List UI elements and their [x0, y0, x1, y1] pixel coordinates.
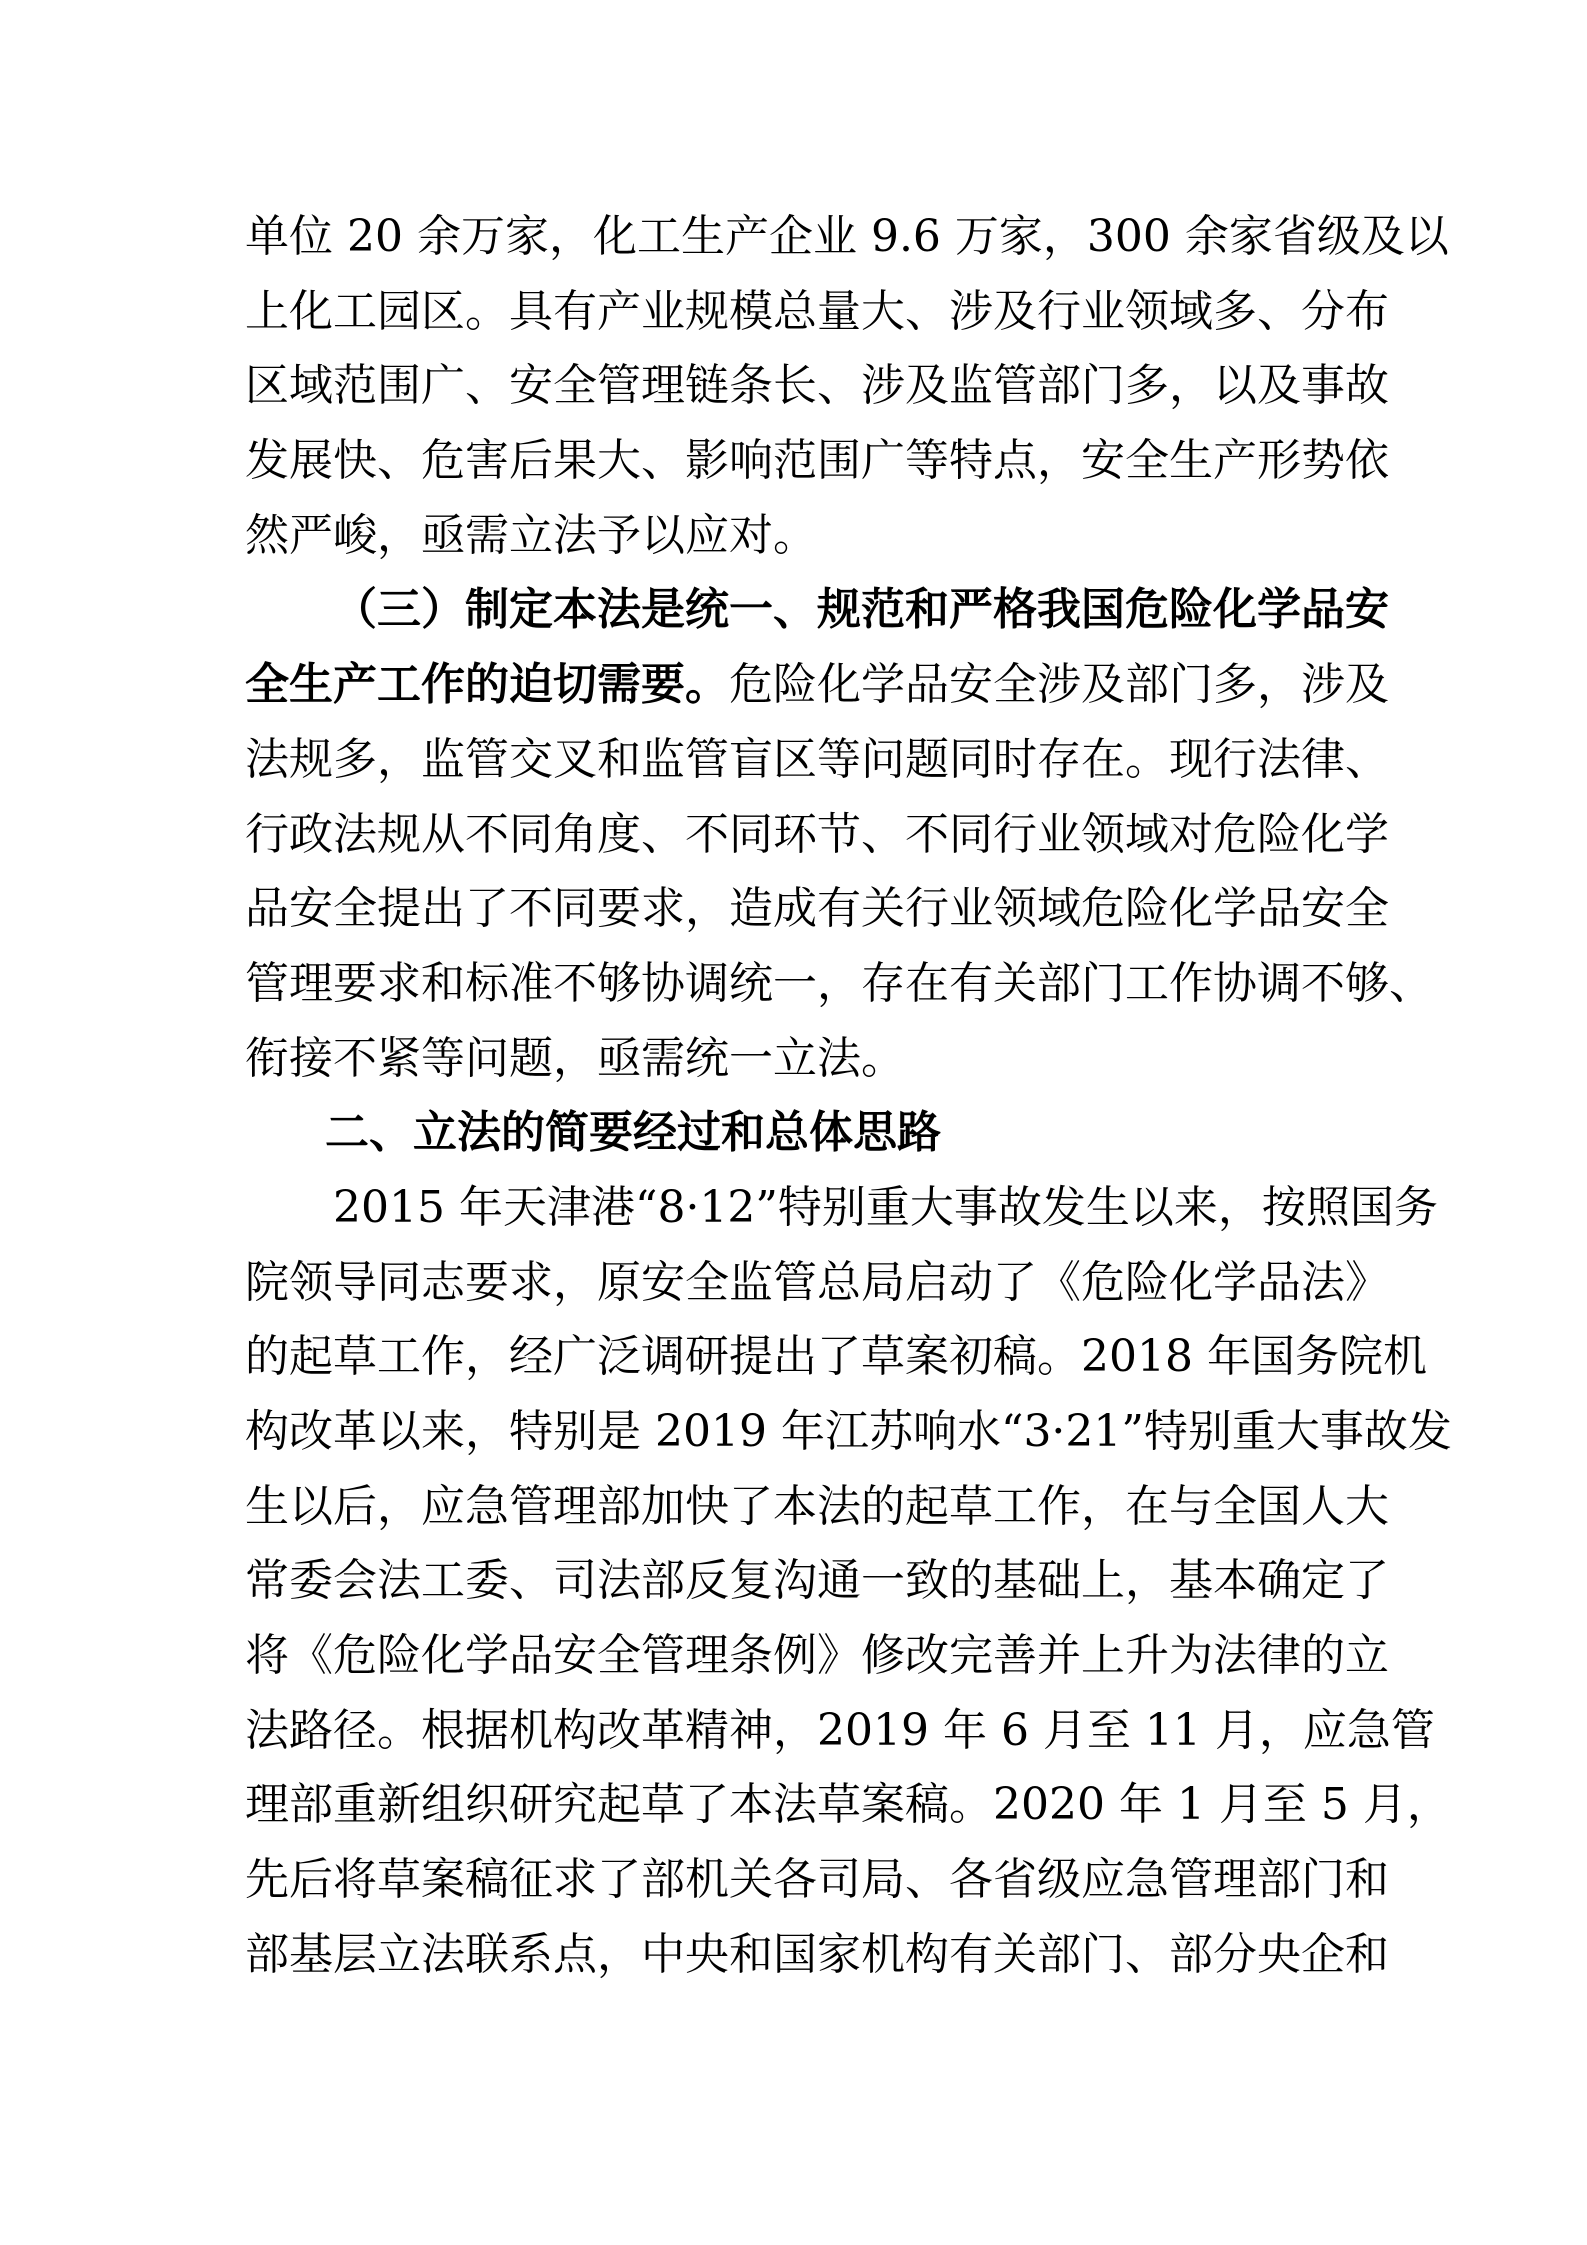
paragraph-line [245, 1843, 1389, 1918]
subsection-heading-line [245, 573, 1389, 648]
text-run: 院领导同志要求，原安全监管总局启动了《危险化学品法》 [245, 1256, 1389, 1308]
paragraph-line [245, 1544, 1389, 1619]
text-run: 单位 20 余万家，化工生产企业 9.6 万家，300 余家省级及以 [245, 211, 1449, 262]
text-run: 法规多，监管交叉和监管盲区等问题同时存在。现行法律、 [245, 733, 1389, 785]
text-run: 区域范围广、安全管理链条长、涉及监管部门多，以及事故 [245, 360, 1389, 412]
text-run: 危险化学品安全涉及部门多，涉及 [729, 659, 1389, 711]
paragraph-line [245, 349, 1389, 424]
text-run: 品安全提出了不同要求，造成有关行业领域危险化学品安全 [245, 883, 1389, 935]
text-run: 构改革以来，特别是 2019 年江苏响水“3·21”特别重大事故发 [245, 1406, 1452, 1457]
section-heading-text: 二、立法的简要经过和总体思路 [325, 1107, 941, 1159]
text-run: 2015 年天津港“8·12”特别重大事故发生以来，按照国务 [333, 1181, 1438, 1233]
paragraph-line [245, 1470, 1389, 1545]
text-run: 的起草工作，经广泛调研提出了草案初稿。2018 年国务院机 [245, 1331, 1427, 1383]
paragraph-line [245, 1619, 1389, 1694]
text-run: 法路径。根据机构改革精神，2019 年 6 月至 11 月，应急管 [245, 1704, 1435, 1756]
section-heading [245, 1096, 1355, 1171]
text-run: 常委会法工委、司法部反复沟通一致的基础上，基本确定了 [245, 1555, 1389, 1607]
paragraph-line [245, 499, 1355, 574]
text-run: 理部重新组织研究起草了本法草案稿。2020 年 1 月至 5 月， [245, 1779, 1451, 1831]
paragraph-line [245, 1246, 1389, 1321]
paragraph-line [245, 947, 1433, 1022]
text-run: 部基层立法联系点，中央和国家机构有关部门、部分央企和 [245, 1928, 1389, 1980]
paragraph-line [245, 723, 1389, 798]
text-run: 衔接不紧等问题，亟需统一立法。 [245, 1032, 905, 1084]
text-run: 先后将草案稿征求了部机关各司局、各省级应急管理部门和 [245, 1854, 1389, 1906]
paragraph-line [245, 1768, 1451, 1843]
document-body [245, 200, 1452, 1993]
paragraph-line [245, 1694, 1435, 1769]
paragraph-line [245, 1171, 1438, 1246]
text-run: 将《危险化学品安全管理条例》修改完善并上升为法律的立 [245, 1630, 1389, 1682]
paragraph-line [245, 798, 1389, 873]
subsection-heading-text: （三）制定本法是统一、规范和严格我国危险化学品安 [333, 584, 1389, 636]
subsection-heading-text: 全生产工作的迫切需要。 [245, 659, 729, 711]
paragraph-line [245, 1320, 1427, 1395]
paragraph-line [245, 200, 1449, 275]
paragraph-line [245, 424, 1389, 499]
paragraph-line [245, 275, 1389, 350]
paragraph-line [245, 872, 1389, 947]
paragraph-line [245, 1918, 1389, 1993]
text-run: 上化工园区。具有产业规模总量大、涉及行业领域多、分布 [245, 285, 1389, 337]
paragraph-line [245, 1022, 1355, 1097]
text-run: 管理要求和标准不够协调统一，存在有关部门工作协调不够、 [245, 957, 1433, 1009]
text-run: 然严峻，亟需立法予以应对。 [245, 509, 817, 561]
text-run: 生以后，应急管理部加快了本法的起草工作，在与全国人大 [245, 1480, 1389, 1532]
text-run: 行政法规从不同角度、不同环节、不同行业领域对危险化学 [245, 808, 1389, 860]
paragraph-line [245, 1395, 1452, 1470]
paragraph-line [245, 648, 1389, 723]
text-run: 发展快、危害后果大、影响范围广等特点，安全生产形势依 [245, 435, 1389, 487]
